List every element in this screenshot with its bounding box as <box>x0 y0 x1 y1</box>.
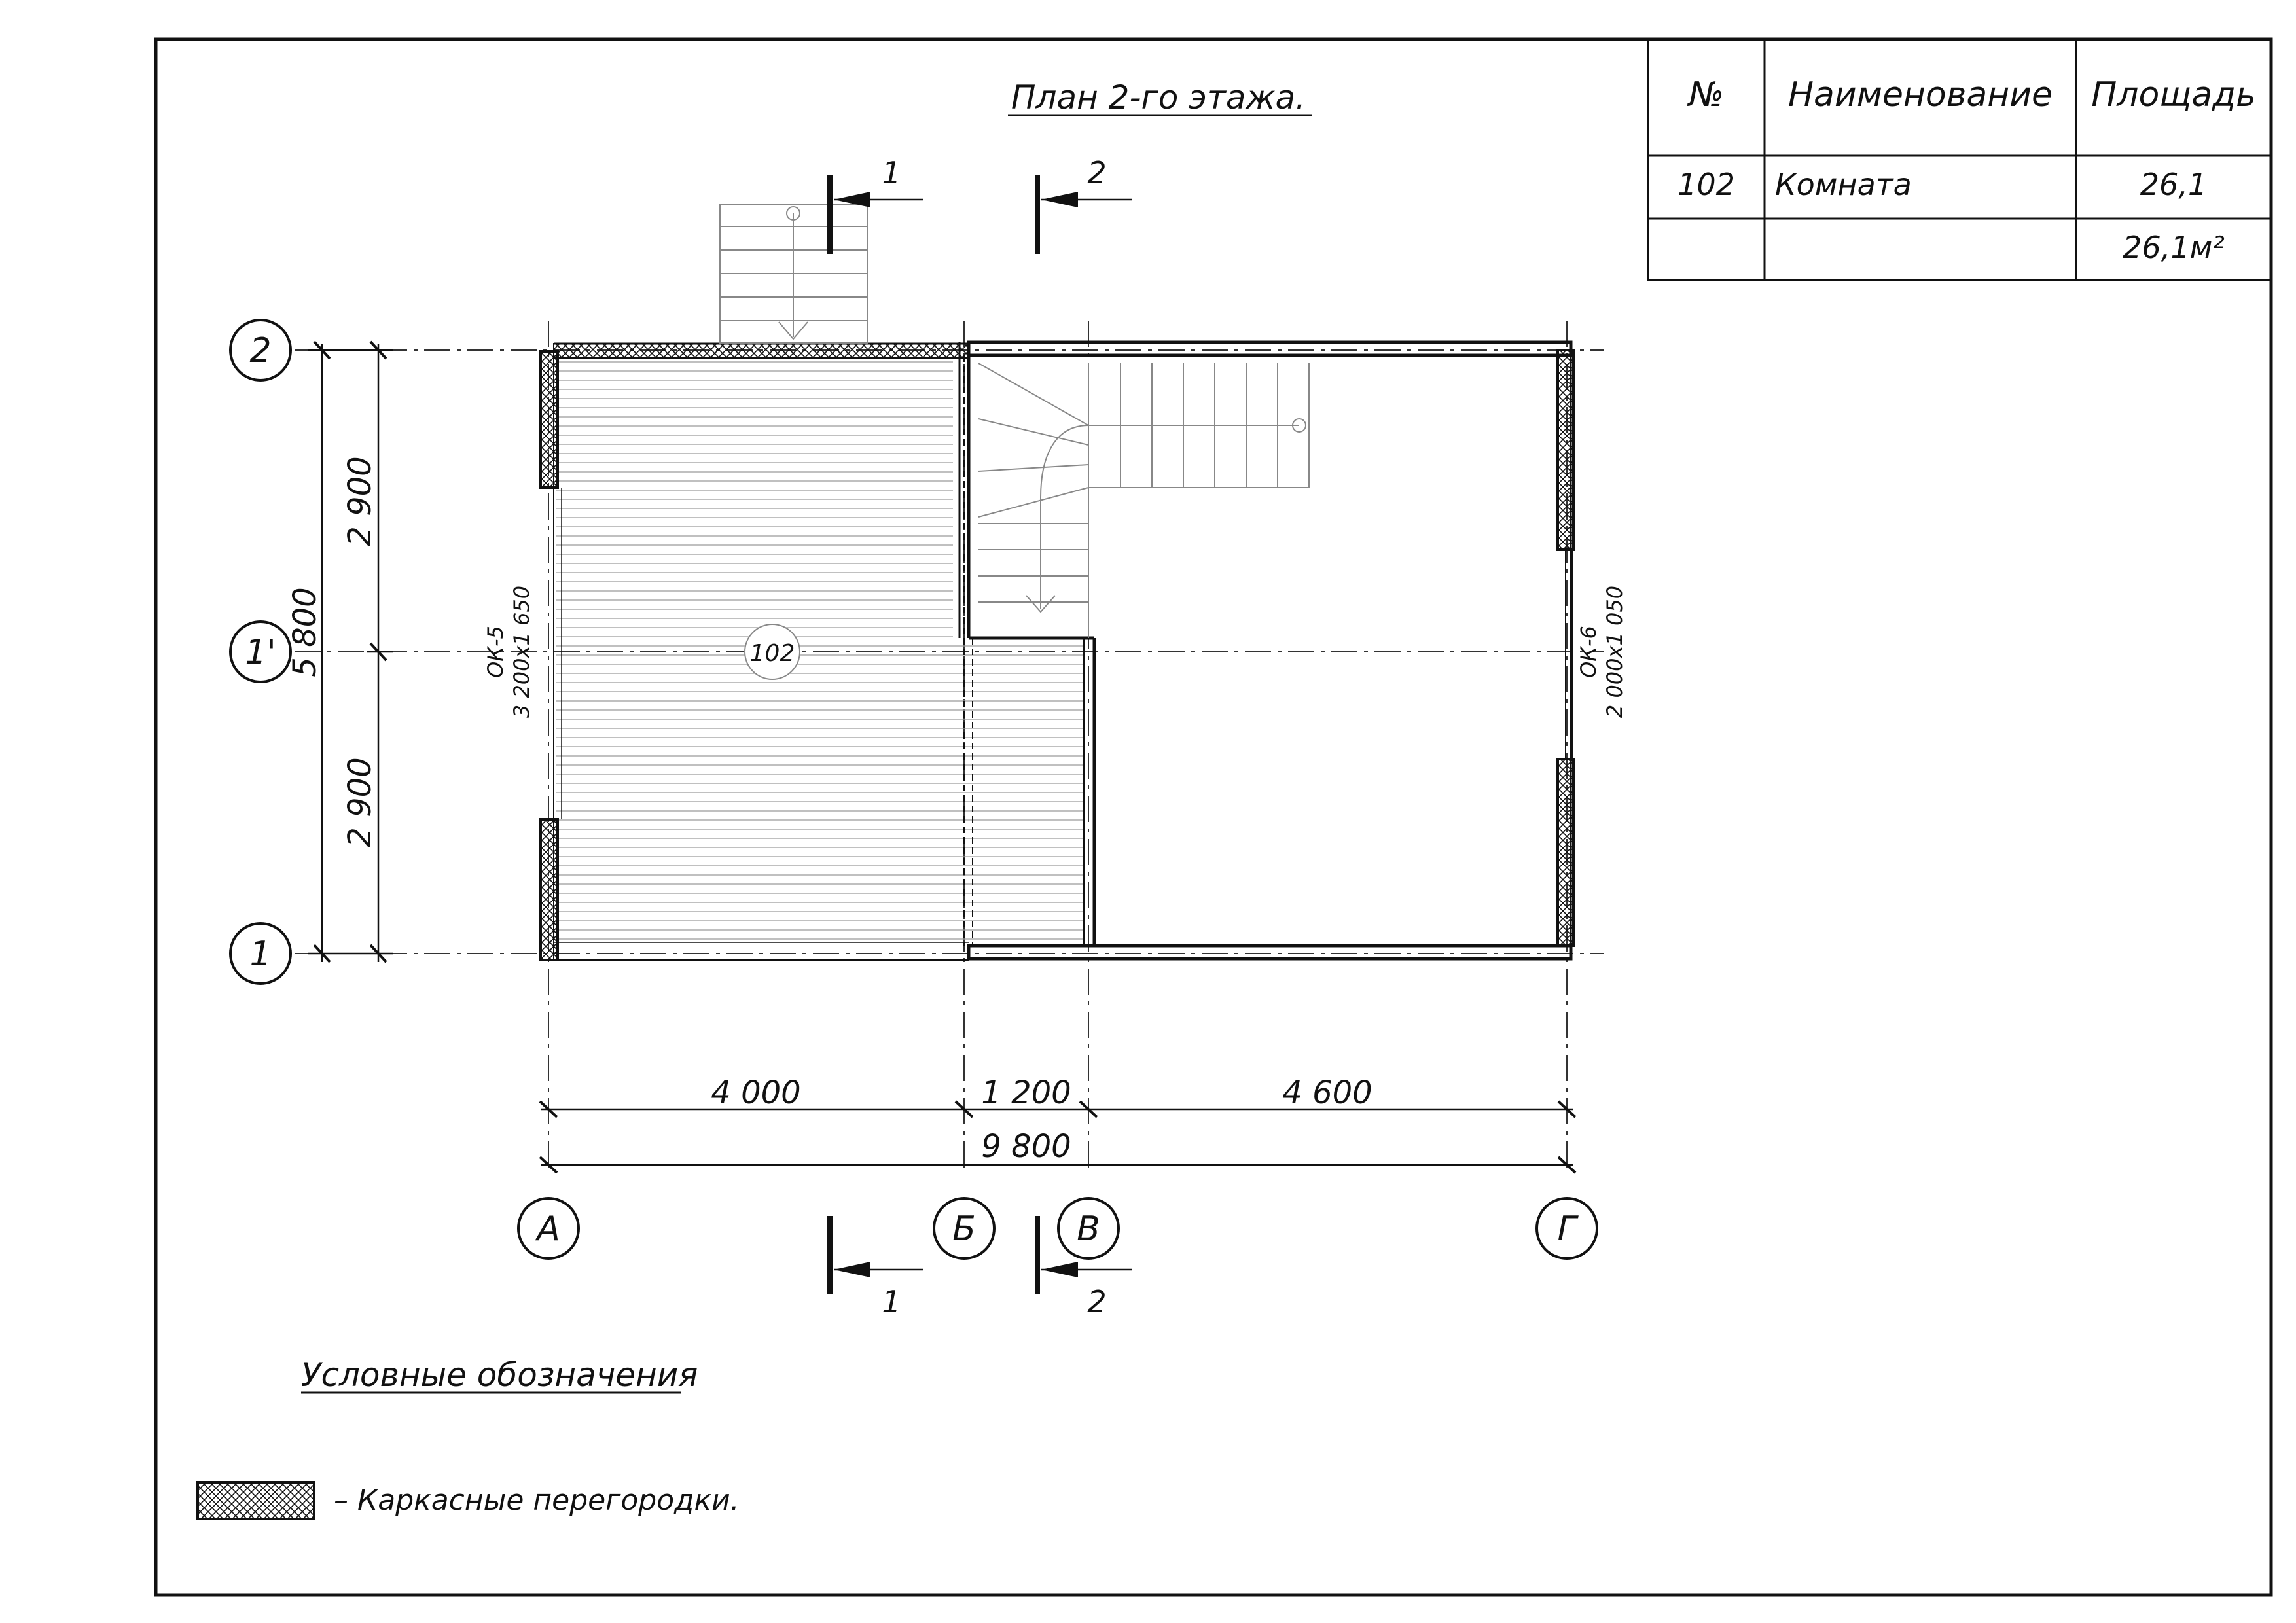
svg-text:А: А <box>537 1209 560 1249</box>
legend-hatch-swatch <box>198 1482 314 1519</box>
svg-text:2: 2 <box>249 331 272 370</box>
axis-bubble-2 <box>230 320 291 380</box>
dim-bottom-total: 9 800 <box>981 1128 1071 1165</box>
axis-bubble-v <box>1058 1198 1119 1258</box>
dim-left-total: 5 800 <box>287 587 323 677</box>
axis-bubble-1 <box>230 923 291 984</box>
svg-text:1': 1' <box>245 633 276 672</box>
table-total-area: 26,1м² <box>2123 230 2225 265</box>
dim-bottom-3: 4 600 <box>1282 1075 1372 1111</box>
axis-bubble-b <box>934 1198 994 1258</box>
room-tag: 102 <box>749 640 795 667</box>
window-mark-ok5: ОК-5 <box>483 626 508 678</box>
table-row-number: 102 <box>1677 167 1735 202</box>
legend-item-text: – Каркасные перегородки. <box>334 1484 740 1517</box>
room-table <box>1648 39 2271 280</box>
table-header-name: Наименование <box>1787 75 2053 115</box>
svg-text:1: 1 <box>882 155 901 190</box>
axis-bubble-g <box>1537 1198 1597 1258</box>
svg-text:Г: Г <box>1557 1209 1577 1249</box>
table-header-area: Площадь <box>2091 75 2256 115</box>
svg-text:1: 1 <box>249 935 272 974</box>
table-header-number: № <box>1688 75 1725 115</box>
section-mark-1-bottom <box>830 1216 923 1319</box>
dim-left-top: 2 900 <box>342 456 378 546</box>
axis-bubble-1prime <box>230 622 291 682</box>
svg-text:2: 2 <box>1087 155 1107 190</box>
table-row-name: Комната <box>1775 167 1912 202</box>
table-row-area: 26,1 <box>2140 167 2208 202</box>
svg-text:В: В <box>1077 1209 1100 1249</box>
drawing-title: План 2-го этажа. <box>1011 79 1306 116</box>
dim-left-bottom: 2 900 <box>342 757 378 847</box>
legend-title: Условные обозначения <box>301 1356 698 1394</box>
svg-text:Б: Б <box>952 1209 976 1249</box>
dim-bottom-1: 4 000 <box>711 1075 801 1111</box>
window-size-ok5: 3 200х1 650 <box>509 585 534 719</box>
svg-text:2: 2 <box>1087 1284 1107 1319</box>
window-size-ok6: 2 000х1 050 <box>1602 585 1627 719</box>
axis-bubble-a <box>518 1198 579 1258</box>
section-mark-2-top <box>1037 155 1132 254</box>
dim-bottom-2: 1 200 <box>981 1075 1071 1111</box>
window-mark-ok6: ОК-6 <box>1576 626 1601 678</box>
svg-text:1: 1 <box>882 1284 901 1319</box>
